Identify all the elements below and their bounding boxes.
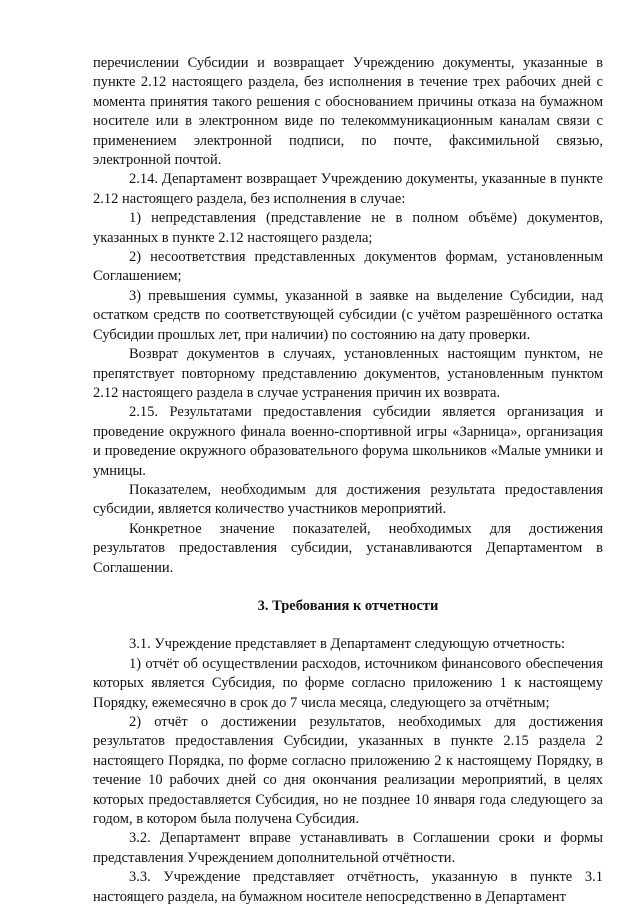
list-item-report-2: 2) отчёт о достижении результатов, необходимых для достижения результатов предоставления Субсидии, указанных в пункте 2.15 раздела 2 настоящего Порядка, по форме согласно приложению 2 к настоящему Порядку, в течение 10 рабочих дней со дня окончания реализации мероприятий, в целях которых предоставляется Субсидия, но не позднее 10 января года следующего за годом, в котором была получена Субсидия. <box>93 714 603 828</box>
list-item-2: 2) несоответствия представленных документов формам, установленным Соглашением; <box>93 249 603 285</box>
paragraph-return: Возврат документов в случаях, установленных настоящим пунктом, не препятствует повторному представлению документов, установленным пунктом 2.12 настоящего раздела в случае устранения причин их возврата. <box>93 346 603 401</box>
paragraph-3-1: 3.1. Учреждение представляет в Департамент следующую отчетность: <box>129 636 566 653</box>
list-item-report-1: 1) отчёт об осуществлении расходов, источником финансового обеспечения которых является Субсидия, по форме согласно приложению 1 к настоящему Порядку, ежемесячно в срок до 7 числа месяца, следующего за отчётным; <box>93 655 603 711</box>
paragraph-3-3: 3.3. Учреждение представляет отчётность, указанную в пункте 3.1 настоящего раздела, на бумажном носителе непосредственно в Департамент <box>93 869 603 905</box>
list-item-1: 1) непредставления (представление не в полном объёме) документов, указанных в пункте 2.12 настоящего раздела; <box>93 210 603 246</box>
paragraph-2-14: 2.14. Департамент возвращает Учреждению документы, указанные в пункте 2.12 настоящего раздела, без исполнения в случае: <box>93 171 603 207</box>
paragraph-indicator: Показателем, необходимым для достижения результата предоставления субсидии, является количество участников мероприятий. <box>93 481 603 518</box>
list-item-3: 3) превышения суммы, указанной в заявке на выделение Субсидии, над остатком средств по соответствующей субсидии (с учётом разрешённого остатка Субсидии прошлых лет, при наличии) по состоянию на дату проверки. <box>93 287 603 343</box>
document-body <box>93 54 603 907</box>
paragraph-indicator-value: Конкретное значение показателей, необходимых для достижения результатов предоставления субсидии, устанавливаются Департаментом в Соглашении. <box>93 520 603 576</box>
paragraph-2-15: 2.15. Результатами предоставления субсидии является организация и проведение окружного финала военно-спортивной игры «Зарница», организация и проведение окружного образовательного форума школьников «Малые умники и умницы. <box>93 404 603 479</box>
section-heading: 3. Требования к отчетности <box>257 597 439 614</box>
paragraph-continuation: перечислении Субсидии и возвращает Учреждению документы, указанные в пункте 2.12 настоящего раздела, без исполнения в течение трех рабочих дней с момента принятия такого решения с обоснованием причины отказа на бумажном носителе или в электронном виде по телекоммуникационным каналам связи с применением электронной подписи, по почте, факсимильной связью, электронной почтой. <box>93 55 603 169</box>
paragraph-3-2: 3.2. Департамент вправе устанавливать в Соглашении сроки и формы представления Учреждением дополнительной отчётности. <box>93 830 603 866</box>
